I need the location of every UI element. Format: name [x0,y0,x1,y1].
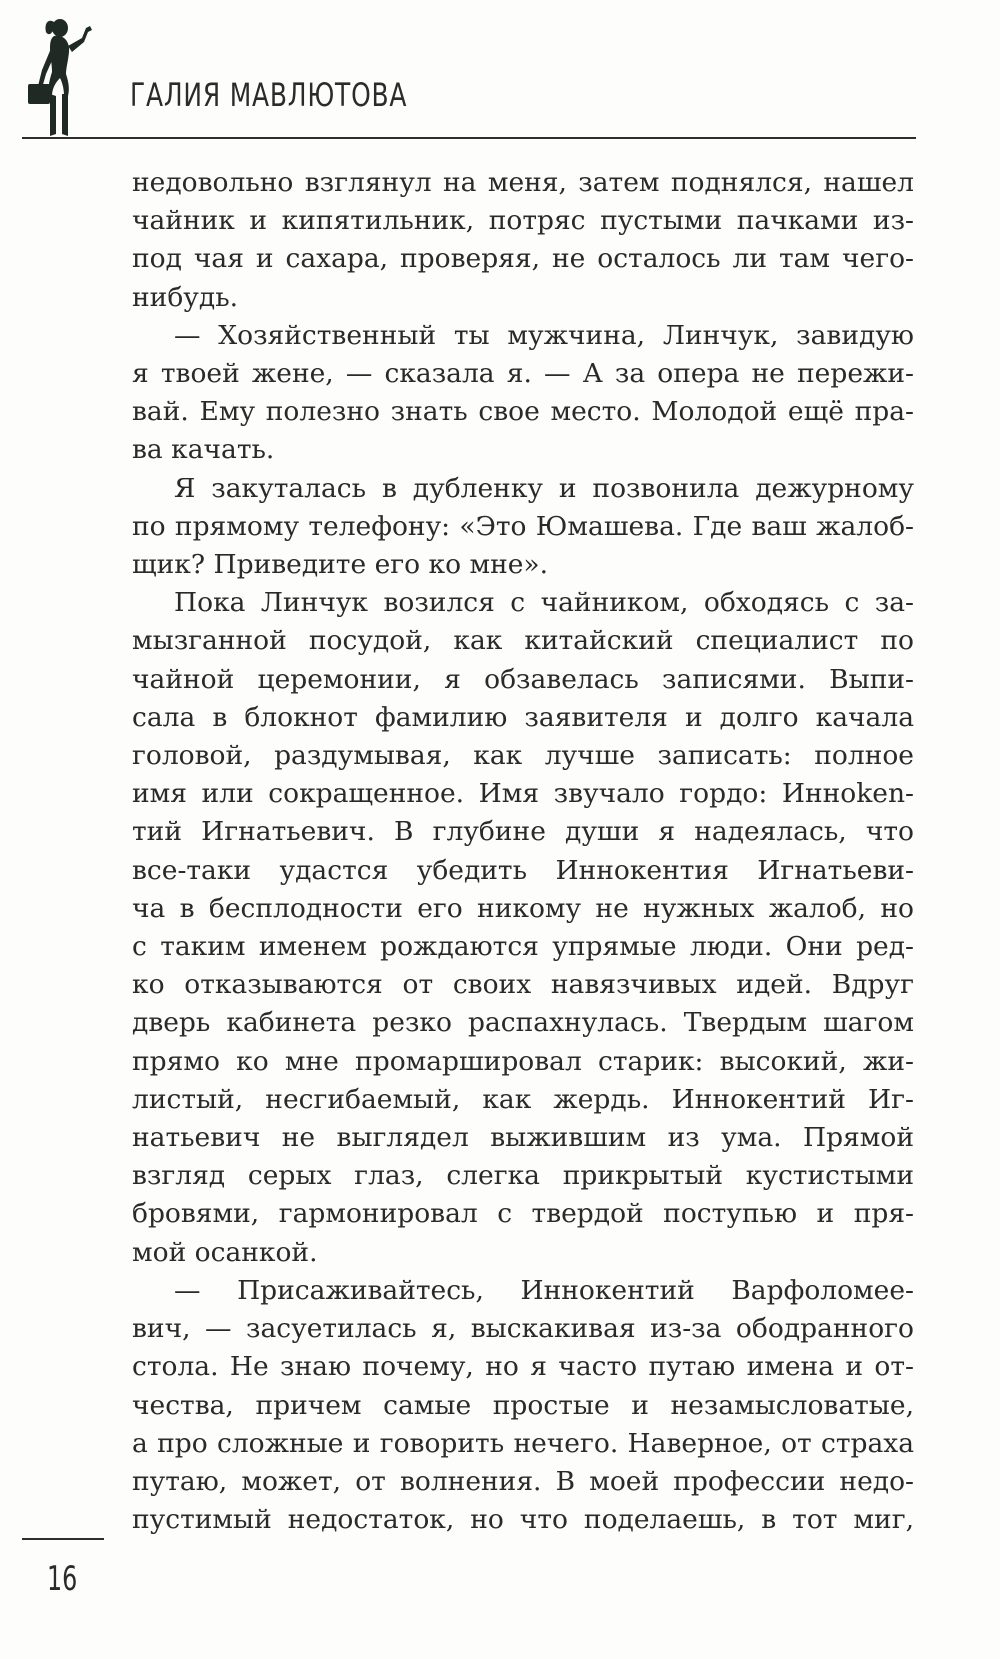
page-number: 16 [47,1559,78,1599]
body-text [132,164,914,1539]
author-name: ГАЛИЯ МАВЛЮТОВА [130,76,408,114]
text-line: мой осанкой. [132,1236,318,1268]
text-line: — Присаживайтесь, Иннокентий Варфоломее- [174,1274,914,1306]
text-line: ча в бесплодности его никому не нужных жалоб, но [132,892,914,924]
text-line: дверь кабинета резко распахнулась. Твердым шагом [132,1007,914,1039]
text-line: мызганной посудой, как китайский специалист по [132,625,914,657]
text-line: взгляд серых глаз, слегка прикрытый кустистыми [132,1160,914,1192]
text-line: я твоей жене, — сказала я. — А за опера не пережи- [132,358,914,390]
text-line: недовольно взглянул на меня, затем поднялся, нашел [132,167,914,198]
text-line: а про сложные и говорить нечего. Наверное, от страха [132,1427,914,1459]
text-line: по прямому телефону: «Это Юмашева. Где ваш жалоб- [132,510,914,542]
text-line: вай. Ему полезно знать свое место. Молодой ещё пра- [132,396,914,428]
text-line: головой, раздумывая, как лучше записать: полное [132,740,914,772]
text-line: путаю, может, от волнения. В моей профессии недо- [132,1465,914,1497]
text-line: ко отказываются от своих навязчивых идей. Вдруг [132,969,914,1001]
text-line: натьевич не выглядел выжившим из ума. Прямой [132,1122,914,1154]
text-line: под чая и сахара, проверяя, не осталось ли там чего- [132,243,914,275]
text-line: все-таки удастся убедить Иннокентия Игнатьеви- [132,854,914,886]
text-line: листый, несгибаемый, как жердь. Иннокентий Иг- [132,1083,914,1115]
text-line: чества, причем самые простые и незамысловатые, [132,1389,914,1421]
text-line: имя или сокращенное. Имя звучало гордо: Инноken- [132,778,914,810]
text-line: нибудь. [132,281,239,313]
woman-silhouette-icon [22,16,102,138]
header-divider [22,137,916,139]
text-line: — Хозяйственный ты мужчина, Линчук, завидую [174,319,914,351]
text-line: стола. Не знаю почему, но я часто путаю имена и от- [132,1351,914,1383]
text-line: с таким именем рождаются упрямые люди. Они ред- [132,931,914,963]
text-line: щик? Приведите его ко мне». [132,549,549,581]
text-line: бровями, гармонировал с твердой поступью и пря- [132,1198,914,1230]
text-line: пустимый недостаток, но что поделаешь, в тот миг, [132,1504,914,1536]
text-line: вич, — засуетилась я, выскакивая из-за ободранного [132,1313,914,1345]
text-line: сала в блокнот фамилию заявителя и долго качала [132,701,914,733]
footer-divider [22,1538,104,1540]
text-line: чайной церемонии, я обзавелась записями. Выпи- [132,663,914,695]
text-line: тий Игнатьевич. В глубине души я надеялась, что [132,816,914,848]
text-line: Пока Линчук возился с чайником, обходясь с за- [174,587,914,619]
text-line: прямо ко мне промаршировал старик: высокий, жи- [132,1045,914,1077]
text-line: Я закуталась в дубленку и позвонила дежурному [174,472,914,504]
text-line: ва качать. [132,434,275,466]
text-line: чайник и кипятильник, потряс пустыми пачками из- [132,205,914,237]
